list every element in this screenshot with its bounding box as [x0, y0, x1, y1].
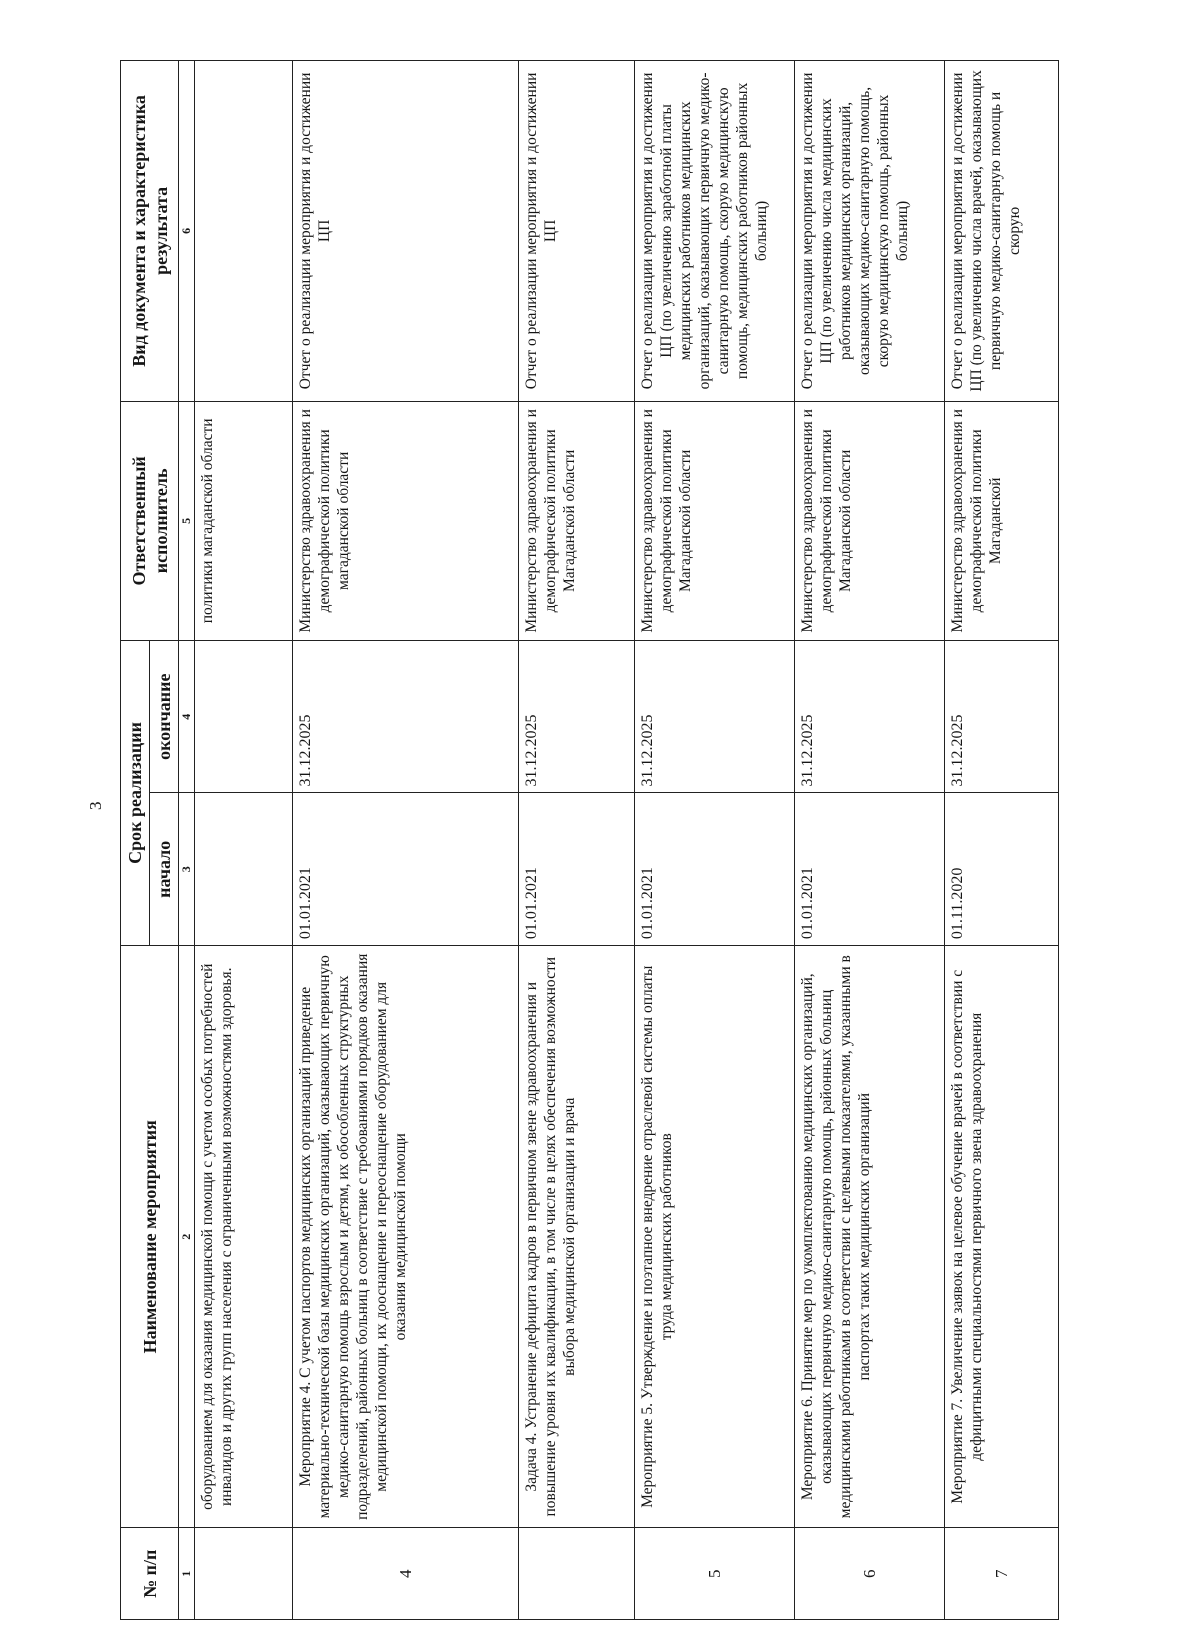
rotated-page — [120, 60, 1200, 1620]
header-term: Срок реализации — [121, 640, 150, 945]
result-document: Отчет о реализации мероприятия и достижении ЦП — [293, 61, 519, 402]
result-document: Отчет о реализации мероприятия и достижении ЦП (по увеличению числа медицинских работников медицинских организаций, оказывающих медико-санитарную помощь, скорую медицинскую помощь, районных больниц) — [795, 61, 945, 402]
row-number: 6 — [795, 1528, 945, 1620]
end-date: 31.12.2025 — [635, 640, 795, 793]
executor: Министерство здравоохранения и демографической политики Магаданской области — [795, 401, 945, 640]
col-index: 2 — [179, 946, 195, 1528]
measure-name: Мероприятие 4. С учетом паспортов медицинских организаций приведение материально-технической базы медицинских организаций, оказывающих первичную медико-санитарную помощь взрослым и детям, их обособленных структурных подразделений, районных больниц в соответствие с требованиями порядков оказания медицинской помощи, их дооснащение и переоснащение оборудованием для оказания медицинской помощи — [293, 946, 519, 1528]
measures-table — [120, 60, 1059, 1620]
result-document: Отчет о реализации мероприятия и достижении ЦП — [519, 61, 635, 402]
column-index-row — [179, 61, 195, 1620]
row-number: 5 — [635, 1528, 795, 1620]
start-date: 01.01.2021 — [795, 793, 945, 946]
col-index: 1 — [179, 1528, 195, 1620]
col-index: 4 — [179, 640, 195, 793]
table-row — [519, 61, 635, 1620]
table-row — [293, 61, 519, 1620]
col-index: 5 — [179, 401, 195, 640]
end-date: 31.12.2025 — [795, 640, 945, 793]
start-date: 01.11.2020 — [945, 793, 1059, 946]
start-date — [195, 793, 293, 946]
col-index: 6 — [179, 61, 195, 402]
result-document: Отчет о реализации мероприятия и достижении ЦП (по увеличению заработной платы медицинских работников медицинских организаций, оказывающих первичную медико-санитарную помощь, скорую медицинскую помощь, медицинских работников районных больниц) — [635, 61, 795, 402]
measure-name: Мероприятие 7. Увеличение заявок на целевое обучение врачей в соответствии с дефицитными специальностями первичного звена здравоохранения — [945, 946, 1059, 1528]
end-date — [195, 640, 293, 793]
result-document — [195, 61, 293, 402]
executor: Министерство здравоохранения и демографической политики Магаданской — [945, 401, 1059, 640]
executor: Министерство здравоохранения и демографической политики Магаданской области — [635, 401, 795, 640]
end-date: 31.12.2025 — [945, 640, 1059, 793]
start-date: 01.01.2021 — [635, 793, 795, 946]
end-date: 31.12.2025 — [519, 640, 635, 793]
table-row — [945, 61, 1059, 1620]
table-row — [795, 61, 945, 1620]
executor: Министерство здравоохранения и демографической политики Магаданской области — [519, 401, 635, 640]
executor: политики магаданской области — [195, 401, 293, 640]
row-number: 4 — [293, 1528, 519, 1620]
measure-name: Мероприятие 5. Утверждение и поэтапное внедрение отраслевой системы оплаты труда медицинских работников — [635, 946, 795, 1528]
executor: Министерство здравоохранения и демографической политики магаданской области — [293, 401, 519, 640]
measure-name: Мероприятие 6. Принятие мер по укомплектованию медицинских организаций, оказывающих первичную медико-санитарную помощь, районных больниц медицинскими работниками в соответствии с целевыми показателями, указанными в паспортах таких медицинских организаций — [795, 946, 945, 1528]
result-document: Отчет о реализации мероприятия и достижении ЦП (по увеличению числа врачей, оказывающих первичную медико-санитарную помощь и скорую — [945, 61, 1059, 402]
end-date: 31.12.2025 — [293, 640, 519, 793]
header-num: № п/п — [121, 1528, 179, 1620]
header-end: окончание — [150, 640, 179, 793]
measure-name: Задача 4. Устранение дефицита кадров в первичном звене здравоохранения и повышение уровня их квалификации, в том числе в целях обеспечения возможности выбора медицинской организации и врача — [519, 946, 635, 1528]
header-start: начало — [150, 793, 179, 946]
row-number: 7 — [945, 1528, 1059, 1620]
header-executor: Ответственный исполнитель — [121, 401, 179, 640]
page-number: 3 — [86, 801, 105, 810]
col-index: 3 — [179, 793, 195, 946]
start-date: 01.01.2021 — [519, 793, 635, 946]
measure-name: оборудованием для оказания медицинской помощи с учетом особых потребностей инвалидов и других групп населения с ограниченными возможностями здоровья. — [195, 946, 293, 1528]
row-number — [519, 1528, 635, 1620]
table-row — [635, 61, 795, 1620]
header-row — [121, 61, 150, 1620]
table-row — [195, 61, 293, 1620]
header-name: Наименование мероприятия — [121, 946, 179, 1528]
start-date: 01.01.2021 — [293, 793, 519, 946]
header-result: Вид документа и характеристика результата — [121, 61, 179, 402]
row-number — [195, 1528, 293, 1620]
